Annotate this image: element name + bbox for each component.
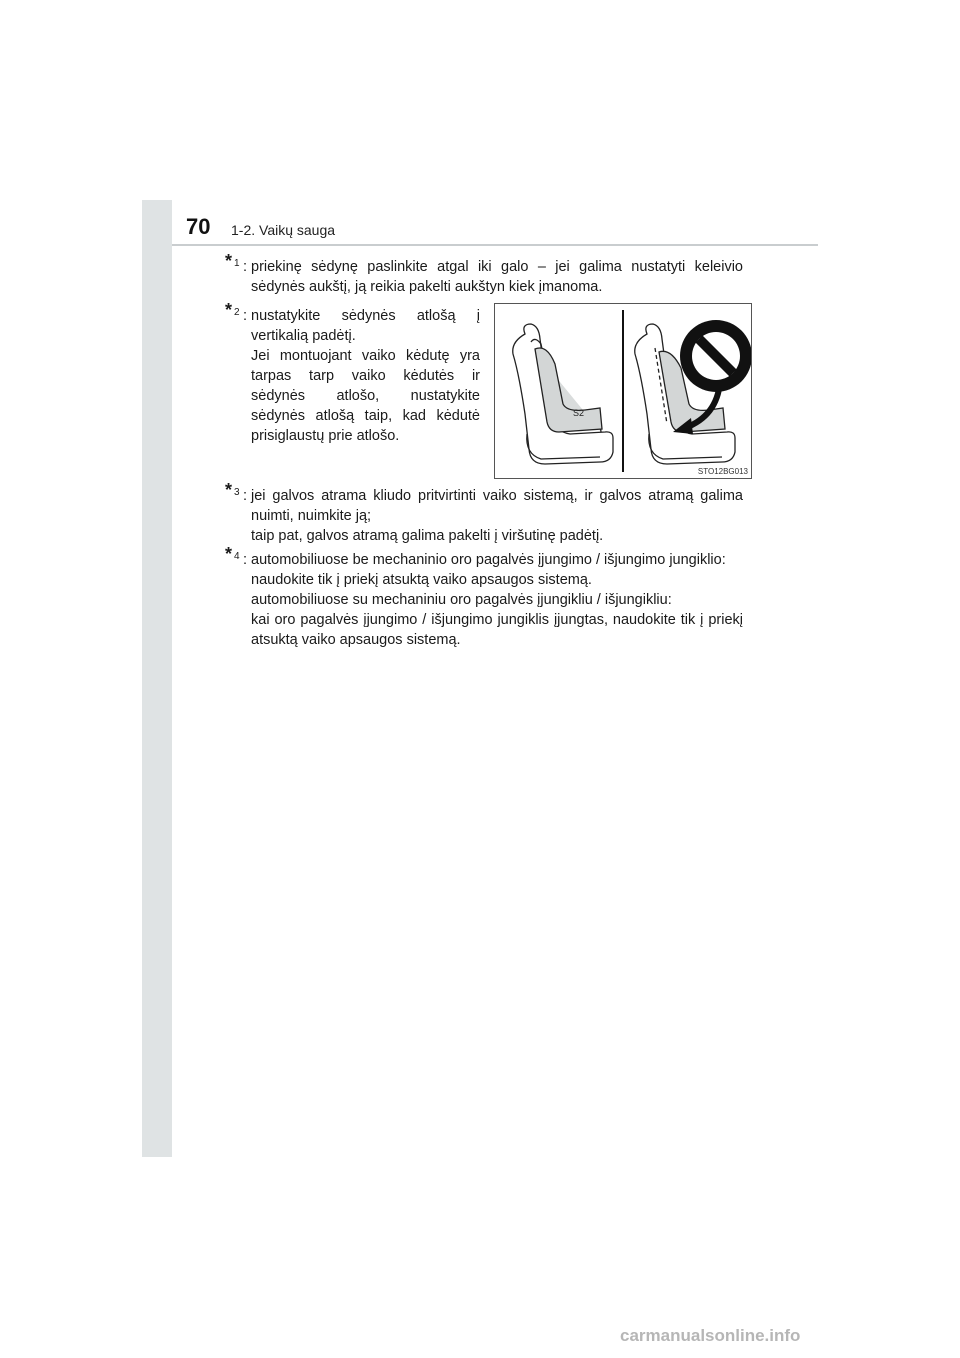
page-number: 70 <box>186 214 211 239</box>
footnote-4: * 4 : automobiliuose be mechaninio oro pagalvės įjungimo / išjungimo jungiklio: naudokite tik į priekį atsuktą vaiko apsaugos sistemą. automobiliuose su mechaniniu oro pagalvės įjungikliu / išjungikliu: kai oro pagalvės įjungimo / išjungimo jungiklis įjungtas, naudokite tik į priekį atsuktą vaiko apsaugos sistemą. <box>225 544 743 648</box>
footnote-2: * 2 : nustatykite sėdynės atlošą į vertikalią padėtį. Jei montuojant vaiko kėdutę yra tarpas tarp vaiko kėdutės ir sėdynės atlošo, nustatykite sėdynės atlošą taip, kad kėdutė prisiglaustų prie atlošo. <box>225 300 480 444</box>
footnote-body: jei galvos atrama kliudo pritvirtinti vaiko sistemą, ir galvos atramą galima nuimti, nuimkite ją; taip pat, galvos atramą galima pakelti į viršutinę padėtį. <box>251 488 743 544</box>
sidebar-tab <box>142 200 172 1157</box>
footnote-body: automobiliuose be mechaninio oro pagalvės įjungimo / išjungimo jungiklio: naudokite tik į priekį atsuktą vaiko apsaugos sistemą. automobiliuose su mechaniniu oro pagalvės įjungikliu / išjungikliu: kai oro pagalvės įjungimo / išjungimo jungiklis įjungtas, naudokite tik į priekį atsuktą vaiko apsaugos sistemą. <box>251 552 743 648</box>
footnote-number: 1 <box>234 258 240 269</box>
child-seat-figure <box>494 303 752 479</box>
footnote-number: 3 <box>234 487 240 498</box>
footnote-body: priekinę sėdynę paslinkite atgal iki galo – jei galima nustatyti keleivio sėdynės aukštį, ją reikia pakelti aukštyn kiek įmanoma. <box>251 259 743 295</box>
child-seat-illustration <box>495 304 751 478</box>
figure-code: STO12BG013 <box>697 467 748 476</box>
footnote-1: * 1 : priekinę sėdynę paslinkite atgal iki galo – jei galima nustatyti keleivio sėdynės aukštį, ją reikia pakelti aukštyn kiek įmanoma. <box>225 251 743 295</box>
footnote-asterisk: * <box>225 480 233 500</box>
section-title: 1-2. Vaikų sauga <box>231 222 336 238</box>
footnote-asterisk: * <box>225 300 233 320</box>
car-seat-with-child-seat <box>513 324 613 464</box>
footnote-number: 4 <box>234 551 240 562</box>
footnote-asterisk: * <box>225 544 233 564</box>
footnote-asterisk: * <box>225 251 233 271</box>
footnote-number: 2 <box>234 307 240 318</box>
svg-text:S2: S2 <box>573 408 585 418</box>
header-rule <box>172 244 818 246</box>
footnote-body: nustatykite sėdynės atlošą į vertikalią padėtį. Jei montuojant vaiko kėdutę yra tarpas tarp vaiko kėdutės ir sėdynės atlošo, nustatykite sėdynės atlošą taip, kad kėdutė prisiglaustų prie atlošo. <box>251 308 480 444</box>
footnote-3: * 3 : jei galvos atrama kliudo pritvirtinti vaiko sistemą, ir galvos atramą galima nuimti, nuimkite ją; taip pat, galvos atramą galima pakelti į viršutinę padėtį. <box>225 480 743 544</box>
watermark-text: carmanualsonline.info <box>620 1326 801 1345</box>
prohibition-icon <box>680 320 751 392</box>
